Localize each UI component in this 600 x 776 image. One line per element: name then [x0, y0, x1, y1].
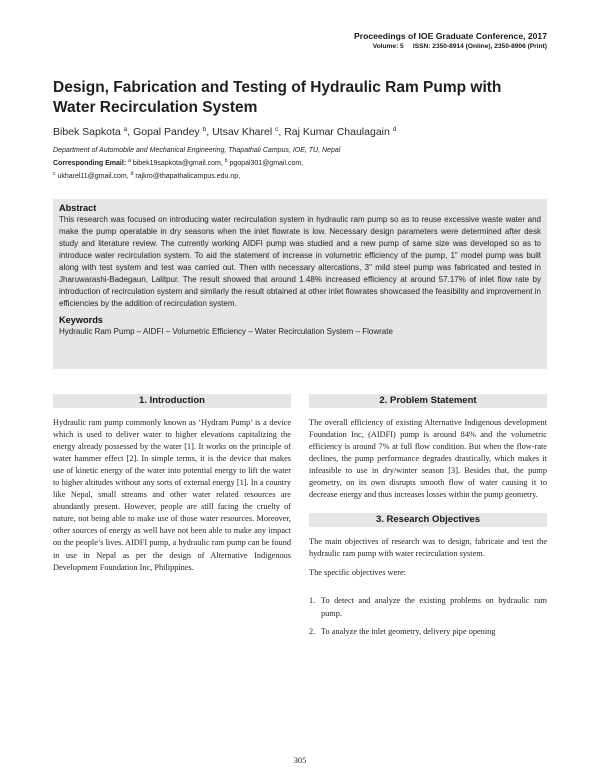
- journal-volume-issn: Volume: 5 ISSN: 2350-8914 (Online), 2350-8906 (Print): [372, 43, 547, 50]
- author-name: Gopal Pandey: [133, 126, 200, 138]
- objectives-intro: The main objectives of research was to design, fabricate and test the hydraulic ram pump with water recirculation system.: [309, 537, 547, 559]
- page-number: 305: [293, 756, 307, 765]
- left-column: [53, 394, 291, 574]
- email-address[interactable]: ukharel11@gmail.com: [57, 173, 127, 180]
- section-heading-introduction: 1. Introduction: [53, 394, 291, 408]
- author-name: Raj Kumar Chaulagain: [284, 126, 390, 138]
- author-name: Bibek Sapkota: [53, 126, 121, 138]
- author-name: Utsav Kharel: [212, 126, 273, 138]
- email-line: $^c$ ukharel11@gmail.com, $^d$ rajkro@thapathalicampus.edu.np,: [53, 171, 241, 180]
- abstract-box: [53, 199, 547, 369]
- right-column: [309, 394, 547, 638]
- keywords-heading: Keywords: [59, 315, 103, 326]
- list-item: 1. To detect and analyze the existing problems on hydraulic ram pump.: [309, 596, 547, 618]
- abstract-heading: Abstract: [59, 203, 97, 213]
- email-address[interactable]: rajkro@thapathalicampus.edu.np: [135, 173, 239, 180]
- department-line: Department of Automobile and Mechanical Engineering, Thapathali Campus, IOE, TU, Nepal: [53, 147, 341, 154]
- author-affil-mark: a: [123, 126, 128, 133]
- paper-title: Design, Fabrication and Testing of Hydraulic Ram Pump with Water Recirculation System: [53, 79, 502, 116]
- author-affil-mark: c: [275, 126, 279, 133]
- author-affil-mark: d: [392, 126, 397, 133]
- keywords-text: Hydraulic Ram Pump – AIDFI – Volumetric Efficiency – Water Recirculation System – Flowrate: [59, 327, 393, 337]
- objectives-list: [309, 595, 547, 637]
- author-list: Bibek Sapkota $^a$, Gopal Pandey $^b$, Utsav Kharel $^c$, Raj Kumar Chaulagain $^d$: [53, 126, 397, 138]
- email-address[interactable]: bibek19sapkota@gmail.com: [132, 160, 221, 167]
- introduction-paragraph: Hydraulic ram pump commonly known as ‘Hydram Pump’ is a device which is used to deliver water to higher elevations capitalizing the energy already possessed by the water [1]. It works on the principle of water hammer effect [2]. In simple terms, it is the device that makes use of kinetic energy of the water into potential energy to lift the water to higher altitudes without any sorts of external energy [1]. In a country like Nepal, small streams and other water related resources are abundantly present. However, people are still facing the cruelty of nature, not being able to make use of those water resources. Moreover, other sources of energy as well have not been able to make any impact on the people’s lives. AIDFI pump, a hydraulic ram pump can be found in use in Nepal as per the design of Alternative Indigenous Development Foundation Inc, Philippines.: [53, 418, 291, 572]
- objectives-specific-label: The specific objectives were:: [309, 568, 406, 578]
- email-address[interactable]: pgopal301@gmail.com: [229, 160, 302, 167]
- section-heading-problem: 2. Problem Statement: [309, 394, 547, 408]
- section-heading-objectives: 3. Research Objectives: [309, 513, 547, 527]
- email-line: Corresponding Email: $^a$ bibek19sapkota@gmail.com, $^b$ pgopal301@gmail.com,: [53, 158, 304, 167]
- affiliation-block: [53, 146, 553, 182]
- problem-paragraph: The overall efficiency of existing Alternative Indigenous development Foundation Inc, (AIDFI) pump is around 84% and the volumetric efficiency is around 7% at full flow condition. But when the flow-rate declines, the pump performance degrades drastically, which makes it infeasible to use in dry/winter season [3]. Besides that, the pump geometry, on its own disrupts smooth flow of water causing it to decrease energy and thus increases losses within the pump geometry.: [309, 418, 547, 500]
- abstract-text: This research was focused on introducing water recirculation system in hydraulic ram pump so as to reuse excessive waste water and make the pump operatable in dry seasons when the inlet flowrate is low. Necessary design parameters were determined after desk study and literature review. The currently working AIDFI pump was studied and a new pump of same size was developed so as to introduce water recirculation system. To aid the statement of increase in volumetric efficiency of the pump, 1" model pump was built along with test system and test was carried out. Then with necessary altercations, 3" mild steel pump was fabricated and tested in Jharuwarashi-Badegaun, Lalitpur. The result showed that around 1.48% increased efficiency at around 57.17% of inlet flow rate by introduction of recirculation system and similarly the result obtained at other inlet flowrates showcased the feasibility and improvement in efficiencies by the addition of recirculation system.: [59, 215, 541, 309]
- journal-header: [354, 31, 547, 51]
- author-affil-mark: b: [202, 126, 207, 133]
- journal-name: Proceedings of IOE Graduate Conference, 2017: [354, 31, 547, 41]
- corresponding-label: Corresponding Email: [53, 160, 124, 167]
- list-item: 2. To analyze the inlet geometry, delivery pipe opening: [309, 626, 496, 636]
